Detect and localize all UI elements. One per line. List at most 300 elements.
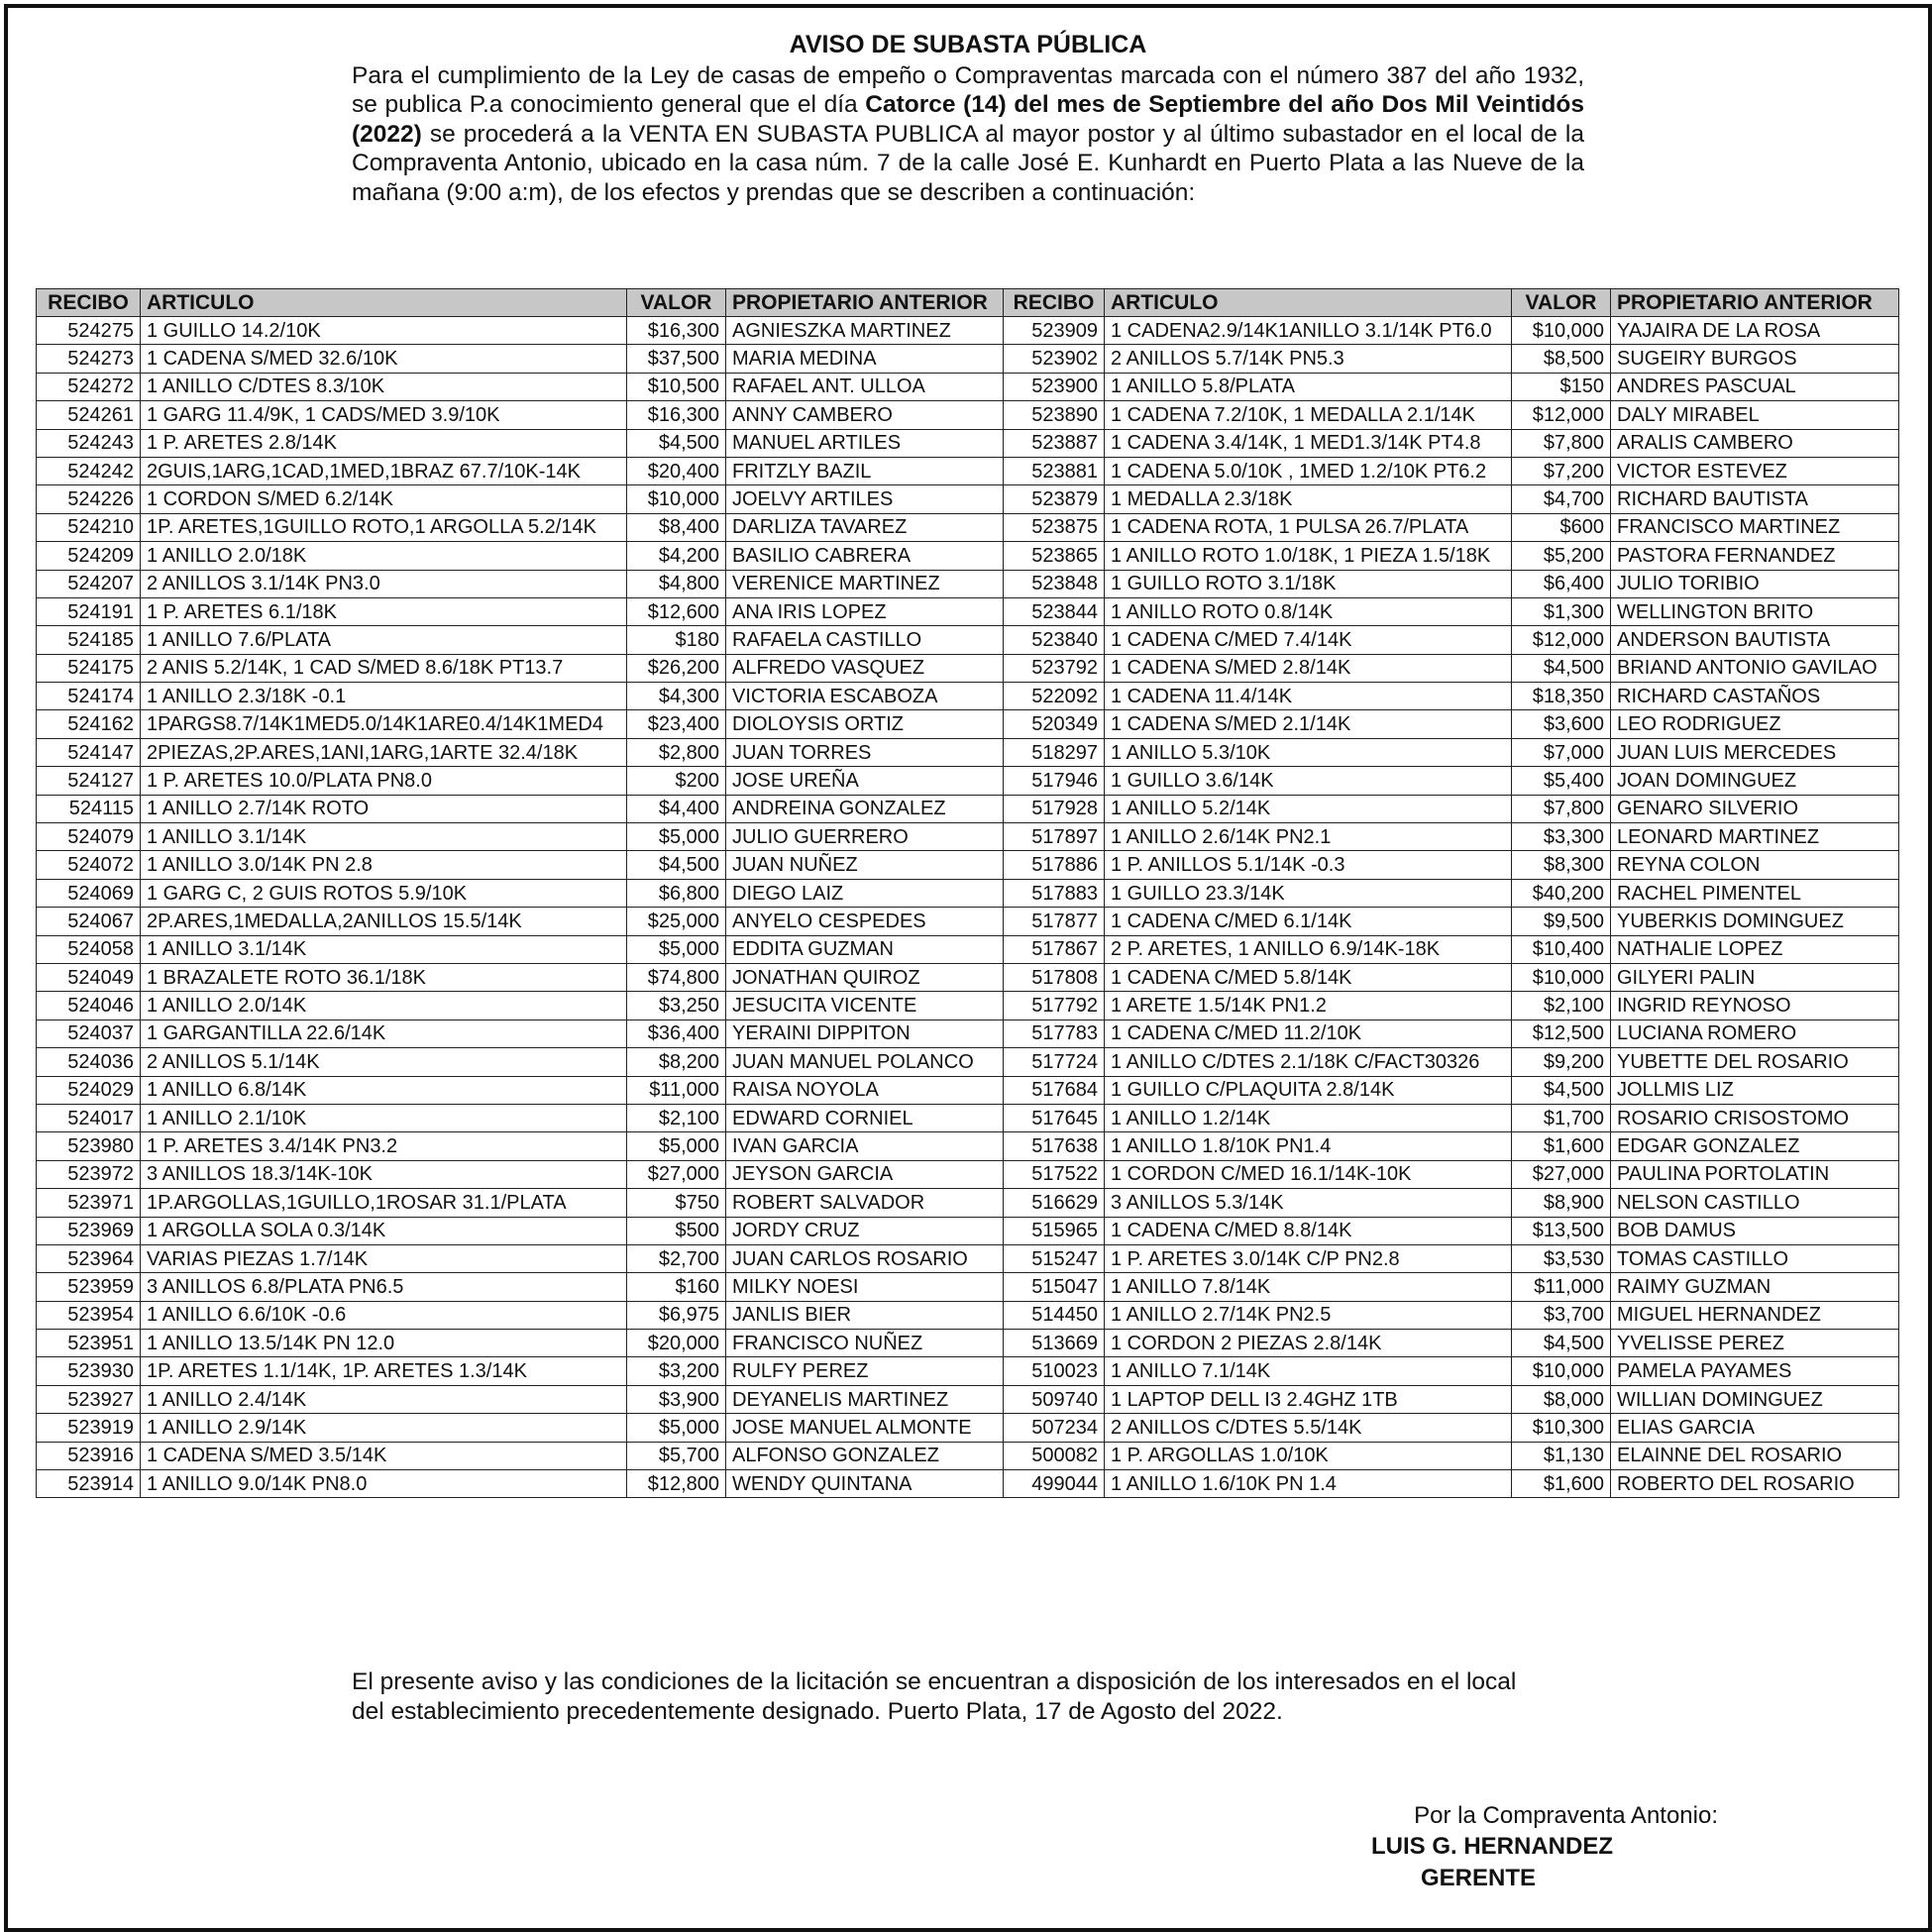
cell-articulo: 1 GUILLO C/PLAQUITA 2.8/14K	[1105, 1076, 1512, 1104]
cell-valor: $25,000	[627, 908, 726, 935]
cell-valor: $10,000	[1512, 317, 1611, 345]
cell-articulo: 1 ANILLO 2.1/10K	[141, 1104, 627, 1131]
cell-articulo: 1 P. ARGOLLAS 1.0/10K	[1105, 1442, 1512, 1469]
cell-recibo: 524261	[37, 401, 141, 429]
cell-propietario: ALFONSO GONZALEZ	[726, 1442, 1004, 1469]
cell-recibo: 515047	[1004, 1273, 1105, 1301]
table-row	[37, 1020, 1899, 1047]
table-row	[37, 1385, 1899, 1413]
cell-propietario: MANUEL ARTILES	[726, 429, 1004, 457]
cell-recibo: 500082	[1004, 1442, 1105, 1469]
cell-articulo: 1 P. ANILLOS 5.1/14K -0.3	[1105, 851, 1512, 879]
cell-recibo: 523914	[37, 1470, 141, 1498]
cell-valor: $26,200	[627, 654, 726, 682]
cell-recibo: 517724	[1004, 1048, 1105, 1076]
cell-propietario: VERENICE MARTINEZ	[726, 570, 1004, 597]
cell-recibo: 517883	[1004, 879, 1105, 907]
cell-propietario: AGNIESZKA MARTINEZ	[726, 317, 1004, 345]
cell-recibo: 523930	[37, 1357, 141, 1385]
cell-articulo: 1 CADENA C/MED 8.8/14K	[1105, 1217, 1512, 1244]
cell-propietario: GILYERI PALIN	[1611, 963, 1899, 991]
intro-text-1: Para el cumplimiento de la Ley de casas de empeño o Compraventas marcada con el número 387 del año 1932, se publica P.a conocimiento general que el día	[352, 62, 1584, 119]
cell-recibo: 523879	[1004, 485, 1105, 513]
cell-recibo: 523971	[37, 1189, 141, 1217]
cell-articulo: 3 ANILLOS 6.8/PLATA PN6.5	[141, 1273, 627, 1301]
cell-recibo: 524067	[37, 908, 141, 935]
cell-propietario: DALY MIRABEL	[1611, 401, 1899, 429]
cell-valor: $500	[627, 1217, 726, 1244]
cell-valor: $5,000	[627, 1414, 726, 1442]
cell-propietario: PAMELA PAYAMES	[1611, 1357, 1899, 1385]
cell-propietario: ROSARIO CRISOSTOMO	[1611, 1104, 1899, 1131]
cell-valor: $200	[627, 767, 726, 795]
cell-propietario: FRITZLY BAZIL	[726, 457, 1004, 484]
cell-articulo: 1 CADENA 5.0/10K , 1MED 1.2/10K PT6.2	[1105, 457, 1512, 484]
cell-recibo: 524242	[37, 457, 141, 484]
cell-valor: $4,400	[627, 795, 726, 822]
cell-valor: $27,000	[627, 1160, 726, 1188]
table-row	[37, 1076, 1899, 1104]
cell-articulo: 2PIEZAS,2P.ARES,1ANI,1ARG,1ARTE 32.4/18K	[141, 738, 627, 766]
cell-valor: $36,400	[627, 1020, 726, 1047]
cell-recibo: 524037	[37, 1020, 141, 1047]
cell-propietario: YAJAIRA DE LA ROSA	[1611, 317, 1899, 345]
cell-propietario: PASTORA FERNANDEZ	[1611, 542, 1899, 570]
header-recibo: RECIBO	[1004, 289, 1105, 317]
cell-propietario: ANDERSON BAUTISTA	[1611, 626, 1899, 654]
cell-propietario: RAISA NOYOLA	[726, 1076, 1004, 1104]
cell-propietario: WENDY QUINTANA	[726, 1470, 1004, 1498]
table-row	[37, 373, 1899, 400]
cell-recibo: 523909	[1004, 317, 1105, 345]
cell-recibo: 507234	[1004, 1414, 1105, 1442]
cell-valor: $2,700	[627, 1244, 726, 1272]
cell-propietario: LEO RODRIGUEZ	[1611, 710, 1899, 738]
table-row	[37, 1470, 1899, 1498]
cell-propietario: PAULINA PORTOLATIN	[1611, 1160, 1899, 1188]
cell-valor: $10,400	[1512, 935, 1611, 963]
cell-articulo: 1P. ARETES 1.1/14K, 1P. ARETES 1.3/14K	[141, 1357, 627, 1385]
cell-propietario: JUAN CARLOS ROSARIO	[726, 1244, 1004, 1272]
cell-articulo: 1 ANILLO 2.4/14K	[141, 1385, 627, 1413]
cell-valor: $4,500	[1512, 1076, 1611, 1104]
cell-propietario: JULIO GUERRERO	[726, 823, 1004, 851]
cell-articulo: 1 P. ARETES 6.1/18K	[141, 597, 627, 625]
cell-recibo: 514450	[1004, 1301, 1105, 1329]
cell-recibo: 524275	[37, 317, 141, 345]
header-valor: VALOR	[627, 289, 726, 317]
cell-articulo: 1 ANILLO C/DTES 8.3/10K	[141, 373, 627, 400]
cell-valor: $5,200	[1512, 542, 1611, 570]
cell-recibo: 524046	[37, 992, 141, 1020]
cell-propietario: IVAN GARCIA	[726, 1132, 1004, 1160]
cell-recibo: 517808	[1004, 963, 1105, 991]
cell-articulo: 1 ANILLO 3.1/14K	[141, 823, 627, 851]
cell-recibo: 524209	[37, 542, 141, 570]
cell-recibo: 524058	[37, 935, 141, 963]
cell-propietario: DIOLOYSIS ORTIZ	[726, 710, 1004, 738]
notice-title: AVISO DE SUBASTA PÚBLICA	[789, 31, 1147, 58]
cell-propietario: DEYANELIS MARTINEZ	[726, 1385, 1004, 1413]
cell-valor: $11,000	[627, 1076, 726, 1104]
cell-propietario: WELLINGTON BRITO	[1611, 597, 1899, 625]
cell-articulo: 1 ANILLO 1.8/10K PN1.4	[1105, 1132, 1512, 1160]
cell-propietario: EDGAR GONZALEZ	[1611, 1132, 1899, 1160]
cell-valor: $8,300	[1512, 851, 1611, 879]
cell-propietario: WILLIAN DOMINGUEZ	[1611, 1385, 1899, 1413]
cell-propietario: YERAINI DIPPITON	[726, 1020, 1004, 1047]
cell-articulo: 1 ANILLO 3.0/14K PN 2.8	[141, 851, 627, 879]
cell-propietario: VICTOR ESTEVEZ	[1611, 457, 1899, 484]
cell-propietario: JULIO TORIBIO	[1611, 570, 1899, 597]
cell-valor: $2,800	[627, 738, 726, 766]
cell-articulo: 1 ANILLO 2.3/18K -0.1	[141, 683, 627, 710]
header-valor: VALOR	[1512, 289, 1611, 317]
cell-recibo: 524185	[37, 626, 141, 654]
cell-articulo: 1 GUILLO 3.6/14K	[1105, 767, 1512, 795]
cell-articulo: 1 CADENA C/MED 5.8/14K	[1105, 963, 1512, 991]
cell-articulo: 3 ANILLOS 5.3/14K	[1105, 1189, 1512, 1217]
cell-articulo: 1 ANILLO 2.7/14K ROTO	[141, 795, 627, 822]
cell-articulo: 1 CADENA S/MED 3.5/14K	[141, 1442, 627, 1469]
cell-recibo: 523902	[1004, 345, 1105, 373]
cell-recibo: 523875	[1004, 513, 1105, 541]
cell-recibo: 516629	[1004, 1189, 1105, 1217]
cell-valor: $5,700	[627, 1442, 726, 1469]
cell-valor: $160	[627, 1273, 726, 1301]
cell-propietario: ANDRES PASCUAL	[1611, 373, 1899, 400]
table-row	[37, 457, 1899, 484]
cell-articulo: 1 CADENA C/MED 7.4/14K	[1105, 626, 1512, 654]
cell-recibo: 524147	[37, 738, 141, 766]
cell-recibo: 520349	[1004, 710, 1105, 738]
cell-articulo: 1 GUILLO ROTO 3.1/18K	[1105, 570, 1512, 597]
cell-propietario: NELSON CASTILLO	[1611, 1189, 1899, 1217]
cell-recibo: 517638	[1004, 1132, 1105, 1160]
cell-valor: $1,600	[1512, 1132, 1611, 1160]
cell-propietario: ELIAS GARCIA	[1611, 1414, 1899, 1442]
cell-recibo: 523900	[1004, 373, 1105, 400]
cell-valor: $23,400	[627, 710, 726, 738]
cell-articulo: 1 P. ARETES 3.4/14K PN3.2	[141, 1132, 627, 1160]
table-header-row	[37, 289, 1899, 317]
cell-valor: $4,500	[1512, 1330, 1611, 1357]
cell-propietario: ROBERT SALVADOR	[726, 1189, 1004, 1217]
cell-propietario: RAFAELA CASTILLO	[726, 626, 1004, 654]
cell-articulo: 1 ANILLO 5.8/PLATA	[1105, 373, 1512, 400]
cell-articulo: 1 ANILLO 7.8/14K	[1105, 1273, 1512, 1301]
table-row	[37, 710, 1899, 738]
cell-recibo: 524272	[37, 373, 141, 400]
cell-propietario: REYNA COLON	[1611, 851, 1899, 879]
cell-propietario: VICTORIA ESCABOZA	[726, 683, 1004, 710]
cell-propietario: GENARO SILVERIO	[1611, 795, 1899, 822]
cell-articulo: 1 ANILLO 1.6/10K PN 1.4	[1105, 1470, 1512, 1498]
cell-propietario: EDWARD CORNIEL	[726, 1104, 1004, 1131]
cell-recibo: 513669	[1004, 1330, 1105, 1357]
cell-valor: $8,400	[627, 513, 726, 541]
cell-valor: $2,100	[1512, 992, 1611, 1020]
cell-articulo: 1 CADENA S/MED 2.8/14K	[1105, 654, 1512, 682]
cell-recibo: 523848	[1004, 570, 1105, 597]
cell-valor: $3,900	[627, 1385, 726, 1413]
cell-valor: $12,800	[627, 1470, 726, 1498]
cell-propietario: YUBERKIS DOMINGUEZ	[1611, 908, 1899, 935]
cell-propietario: JESUCITA VICENTE	[726, 992, 1004, 1020]
cell-propietario: BOB DAMUS	[1611, 1217, 1899, 1244]
cell-articulo: VARIAS PIEZAS 1.7/14K	[141, 1244, 627, 1272]
cell-articulo: 1 CADENA S/MED 32.6/10K	[141, 345, 627, 373]
cell-recibo: 524174	[37, 683, 141, 710]
cell-propietario: JONATHAN QUIROZ	[726, 963, 1004, 991]
table-row	[37, 992, 1899, 1020]
cell-valor: $4,500	[627, 429, 726, 457]
cell-articulo: 1 ANILLO 9.0/14K PN8.0	[141, 1470, 627, 1498]
cell-recibo: 517928	[1004, 795, 1105, 822]
cell-valor: $750	[627, 1189, 726, 1217]
cell-propietario: NATHALIE LOPEZ	[1611, 935, 1899, 963]
table-row	[37, 1330, 1899, 1357]
cell-articulo: 1 P. ARETES 3.0/14K C/P PN2.8	[1105, 1244, 1512, 1272]
cell-articulo: 2P.ARES,1MEDALLA,2ANILLOS 15.5/14K	[141, 908, 627, 935]
cell-articulo: 1 ANILLO C/DTES 2.1/18K C/FACT30326	[1105, 1048, 1512, 1076]
cell-recibo: 517877	[1004, 908, 1105, 935]
cell-articulo: 1 GARG 11.4/9K, 1 CADS/MED 3.9/10K	[141, 401, 627, 429]
table-row	[37, 963, 1899, 991]
cell-valor: $5,000	[627, 1132, 726, 1160]
cell-recibo: 524207	[37, 570, 141, 597]
cell-valor: $3,250	[627, 992, 726, 1020]
cell-propietario: JUAN TORRES	[726, 738, 1004, 766]
cell-articulo: 1 ARETE 1.5/14K PN1.2	[1105, 992, 1512, 1020]
cell-articulo: 1 ANILLO 7.6/PLATA	[141, 626, 627, 654]
cell-recibo: 517867	[1004, 935, 1105, 963]
cell-recibo: 499044	[1004, 1470, 1105, 1498]
table-row	[37, 683, 1899, 710]
cell-recibo: 523840	[1004, 626, 1105, 654]
cell-valor: $18,350	[1512, 683, 1611, 710]
cell-articulo: 2 ANILLOS 5.1/14K	[141, 1048, 627, 1076]
cell-propietario: RICHARD BAUTISTA	[1611, 485, 1899, 513]
table-row	[37, 485, 1899, 513]
cell-recibo: 524115	[37, 795, 141, 822]
cell-valor: $8,200	[627, 1048, 726, 1076]
cell-articulo: 1 ANILLO 6.6/10K -0.6	[141, 1301, 627, 1329]
cell-valor: $1,600	[1512, 1470, 1611, 1498]
cell-valor: $10,500	[627, 373, 726, 400]
table-row	[37, 345, 1899, 373]
cell-recibo: 524191	[37, 597, 141, 625]
cell-valor: $3,530	[1512, 1244, 1611, 1272]
cell-articulo: 2 ANILLOS 5.7/14K PN5.3	[1105, 345, 1512, 373]
signatory-role: GERENTE	[1420, 1865, 1536, 1891]
cell-propietario: JOAN DOMINGUEZ	[1611, 767, 1899, 795]
cell-articulo: 1 ANILLO 1.2/14K	[1105, 1104, 1512, 1131]
table-row	[37, 401, 1899, 429]
cell-recibo: 524036	[37, 1048, 141, 1076]
cell-articulo: 3 ANILLOS 18.3/14K-10K	[141, 1160, 627, 1188]
cell-recibo: 524029	[37, 1076, 141, 1104]
cell-valor: $16,300	[627, 401, 726, 429]
cell-valor: $4,800	[627, 570, 726, 597]
cell-propietario: JOSE UREÑA	[726, 767, 1004, 795]
table-row	[37, 738, 1899, 766]
cell-valor: $4,300	[627, 683, 726, 710]
cell-articulo: 1 GUILLO 14.2/10K	[141, 317, 627, 345]
cell-propietario: JANLIS BIER	[726, 1301, 1004, 1329]
cell-valor: $7,200	[1512, 457, 1611, 484]
table-row	[37, 851, 1899, 879]
cell-recibo: 510023	[1004, 1357, 1105, 1385]
cell-propietario: MILKY NOESI	[726, 1273, 1004, 1301]
cell-propietario: JOELVY ARTILES	[726, 485, 1004, 513]
cell-valor: $7,000	[1512, 738, 1611, 766]
header-articulo: ARTICULO	[1105, 289, 1512, 317]
table-row	[37, 317, 1899, 345]
cell-recibo: 523954	[37, 1301, 141, 1329]
cell-articulo: 1 CORDON 2 PIEZAS 2.8/14K	[1105, 1330, 1512, 1357]
table-body	[37, 317, 1899, 1498]
cell-propietario: JUAN LUIS MERCEDES	[1611, 738, 1899, 766]
header-propietario: PROPIETARIO ANTERIOR	[1611, 289, 1899, 317]
cell-articulo: 1 ANILLO 2.0/14K	[141, 992, 627, 1020]
cell-valor: $27,000	[1512, 1160, 1611, 1188]
cell-valor: $7,800	[1512, 429, 1611, 457]
cell-recibo: 517886	[1004, 851, 1105, 879]
cell-recibo: 522092	[1004, 683, 1105, 710]
cell-valor: $4,500	[627, 851, 726, 879]
table-row	[37, 1357, 1899, 1385]
cell-propietario: LEONARD MARTINEZ	[1611, 823, 1899, 851]
cell-propietario: RACHEL PIMENTEL	[1611, 879, 1899, 907]
table-row	[37, 570, 1899, 597]
cell-propietario: JOSE MANUEL ALMONTE	[726, 1414, 1004, 1442]
cell-valor: $74,800	[627, 963, 726, 991]
cell-articulo: 1 ANILLO 2.9/14K	[141, 1414, 627, 1442]
cell-articulo: 1 ANILLO 3.1/14K	[141, 935, 627, 963]
cell-articulo: 1 ANILLO 7.1/14K	[1105, 1357, 1512, 1385]
cell-recibo: 524127	[37, 767, 141, 795]
cell-propietario: ANA IRIS LOPEZ	[726, 597, 1004, 625]
cell-recibo: 523792	[1004, 654, 1105, 682]
table-row	[37, 597, 1899, 625]
signature-line: Por la Compraventa Antonio:	[1414, 1802, 1718, 1829]
cell-recibo: 523844	[1004, 597, 1105, 625]
cell-propietario: JORDY CRUZ	[726, 1217, 1004, 1244]
cell-recibo: 515247	[1004, 1244, 1105, 1272]
cell-propietario: SUGEIRY BURGOS	[1611, 345, 1899, 373]
cell-propietario: MIGUEL HERNANDEZ	[1611, 1301, 1899, 1329]
cell-valor: $40,200	[1512, 879, 1611, 907]
table-row	[37, 429, 1899, 457]
cell-propietario: ANNY CAMBERO	[726, 401, 1004, 429]
cell-valor: $3,200	[627, 1357, 726, 1385]
cell-recibo: 524069	[37, 879, 141, 907]
cell-articulo: 1 ANILLO 5.3/10K	[1105, 738, 1512, 766]
table-row	[37, 1104, 1899, 1131]
cell-articulo: 1 CADENA2.9/14K1ANILLO 3.1/14K PT6.0	[1105, 317, 1512, 345]
cell-propietario: YVELISSE PEREZ	[1611, 1330, 1899, 1357]
cell-propietario: RAIMY GUZMAN	[1611, 1273, 1899, 1301]
cell-propietario: ELAINNE DEL ROSARIO	[1611, 1442, 1899, 1469]
cell-propietario: JUAN NUÑEZ	[726, 851, 1004, 879]
cell-valor: $10,000	[1512, 1357, 1611, 1385]
cell-recibo: 523916	[37, 1442, 141, 1469]
cell-articulo: 1 P. ARETES 2.8/14K	[141, 429, 627, 457]
cell-valor: $16,300	[627, 317, 726, 345]
cell-recibo: 517522	[1004, 1160, 1105, 1188]
cell-propietario: ANDREINA GONZALEZ	[726, 795, 1004, 822]
cell-valor: $12,000	[1512, 626, 1611, 654]
cell-articulo: 1 GARGANTILLA 22.6/14K	[141, 1020, 627, 1047]
cell-articulo: 2 ANILLOS 3.1/14K PN3.0	[141, 570, 627, 597]
cell-articulo: 2 ANIS 5.2/14K, 1 CAD S/MED 8.6/18K PT13.7	[141, 654, 627, 682]
cell-valor: $3,600	[1512, 710, 1611, 738]
cell-recibo: 517946	[1004, 767, 1105, 795]
cell-valor: $6,975	[627, 1301, 726, 1329]
cell-articulo: 1 ANILLO 5.2/14K	[1105, 795, 1512, 822]
cell-propietario: FRANCISCO MARTINEZ	[1611, 513, 1899, 541]
cell-valor: $13,500	[1512, 1217, 1611, 1244]
cell-recibo: 523919	[37, 1414, 141, 1442]
cell-recibo: 517897	[1004, 823, 1105, 851]
cell-valor: $9,200	[1512, 1048, 1611, 1076]
cell-recibo: 523890	[1004, 401, 1105, 429]
cell-valor: $10,000	[627, 485, 726, 513]
cell-articulo: 1 ANILLO 2.7/14K PN2.5	[1105, 1301, 1512, 1329]
auction-date: Catorce (14) del mes de Septiembre del año Dos Mil Veintidós (2022)	[352, 91, 1584, 148]
cell-articulo: 1P. ARETES,1GUILLO ROTO,1 ARGOLLA 5.2/14K	[141, 513, 627, 541]
cell-articulo: 1 CADENA 11.4/14K	[1105, 683, 1512, 710]
cell-articulo: 1 ANILLO ROTO 0.8/14K	[1105, 597, 1512, 625]
cell-articulo: 2 P. ARETES, 1 ANILLO 6.9/14K-18K	[1105, 935, 1512, 963]
cell-valor: $20,400	[627, 457, 726, 484]
cell-recibo: 524243	[37, 429, 141, 457]
table-row	[37, 935, 1899, 963]
cell-valor: $2,100	[627, 1104, 726, 1131]
cell-valor: $12,500	[1512, 1020, 1611, 1047]
cell-recibo: 523881	[1004, 457, 1105, 484]
cell-articulo: 1 ANILLO 2.0/18K	[141, 542, 627, 570]
cell-propietario: JOLLMIS LIZ	[1611, 1076, 1899, 1104]
cell-articulo: 1 CADENA C/MED 6.1/14K	[1105, 908, 1512, 935]
cell-recibo: 518297	[1004, 738, 1105, 766]
cell-articulo: 1 CADENA C/MED 11.2/10K	[1105, 1020, 1512, 1047]
cell-recibo: 524072	[37, 851, 141, 879]
cell-recibo: 515965	[1004, 1217, 1105, 1244]
cell-propietario: INGRID REYNOSO	[1611, 992, 1899, 1020]
cell-recibo: 523969	[37, 1217, 141, 1244]
table-row	[37, 1048, 1899, 1076]
cell-articulo: 1 P. ARETES 10.0/PLATA PN8.0	[141, 767, 627, 795]
cell-propietario: RULFY PEREZ	[726, 1357, 1004, 1385]
cell-valor: $12,600	[627, 597, 726, 625]
cell-articulo: 1 ANILLO 6.8/14K	[141, 1076, 627, 1104]
cell-propietario: BRIAND ANTONIO GAVILAO	[1611, 654, 1899, 682]
cell-propietario: RICHARD CASTAÑOS	[1611, 683, 1899, 710]
cell-valor: $12,000	[1512, 401, 1611, 429]
cell-valor: $9,500	[1512, 908, 1611, 935]
table-row	[37, 1442, 1899, 1469]
table-row	[37, 1189, 1899, 1217]
table-row	[37, 1273, 1899, 1301]
cell-valor: $1,130	[1512, 1442, 1611, 1469]
table-row	[37, 626, 1899, 654]
cell-propietario: ALFREDO VASQUEZ	[726, 654, 1004, 682]
table-row	[37, 908, 1899, 935]
cell-valor: $1,300	[1512, 597, 1611, 625]
table-row	[37, 1301, 1899, 1329]
